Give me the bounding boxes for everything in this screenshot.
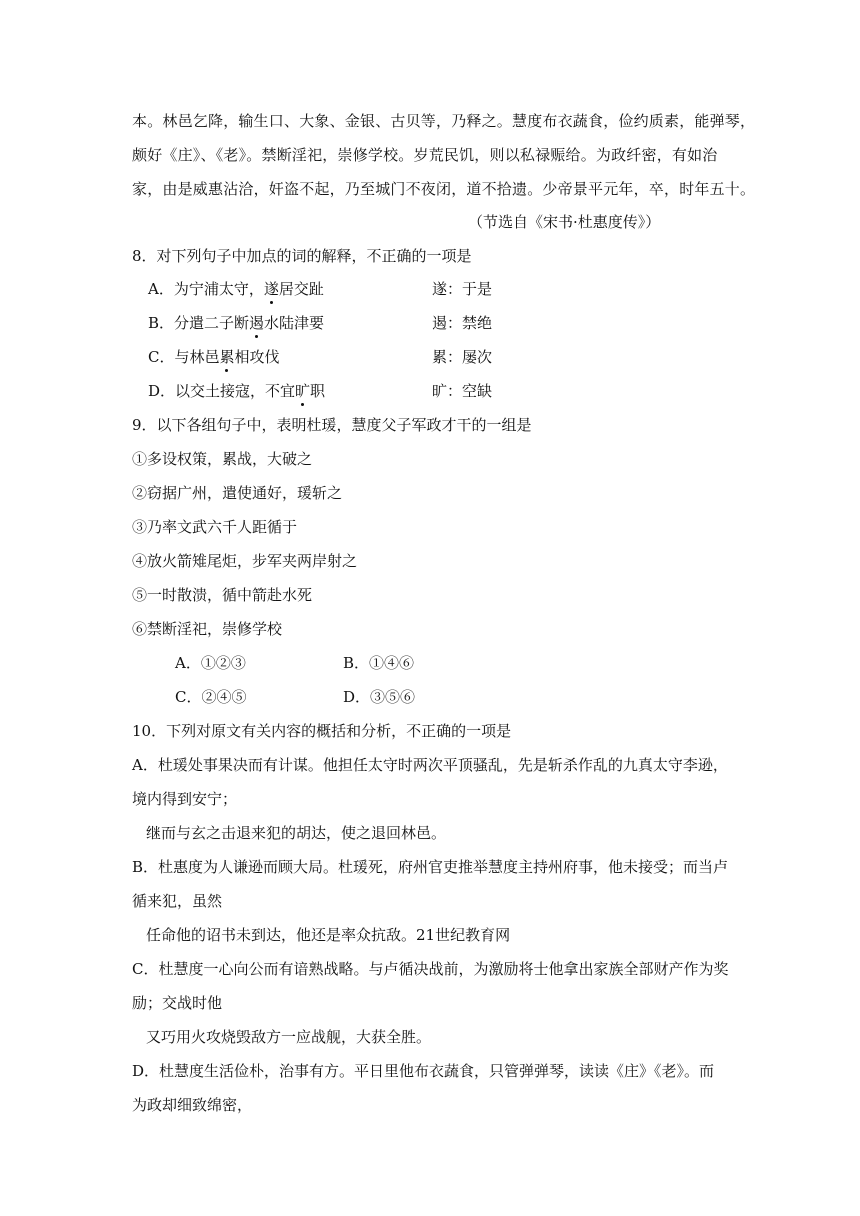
passage-source: （节选自《宋书·杜惠度传》） bbox=[468, 213, 661, 231]
option-text: 居交趾 bbox=[278, 280, 324, 298]
question-8-option-c-explanation: 累：屡次 bbox=[432, 348, 493, 366]
question-8-option-c bbox=[148, 347, 280, 367]
question-9-item: ①多设权策，累战，大破之 bbox=[132, 450, 313, 468]
question-9-item: ②窃据广州，遣使通好，瑗斩之 bbox=[132, 484, 343, 502]
question-9-item: ⑥禁断淫祀，崇修学校 bbox=[132, 620, 283, 638]
question-10-line: 循来犯，虽然 bbox=[132, 892, 223, 910]
question-10-line: 任命他的诏书未到达，他还是率众抗敌。21世纪教育网 bbox=[146, 926, 511, 944]
passage-line: 本。林邑乞降，输生口、大象、金银、古贝等，乃释之。慧度布衣蔬食，俭约质素，能弹琴， bbox=[132, 112, 756, 130]
option-text: 职 bbox=[310, 382, 326, 400]
question-10-line: 继而与玄之击退来犯的胡达，使之退回林邑。 bbox=[146, 824, 447, 842]
passage-line: 家，由是威惠沾洽，奸盗不起，乃至城门不夜闭，道不拾遗。少帝景平元年，卒，时年五十。 bbox=[132, 180, 756, 198]
question-8-option-b bbox=[148, 313, 324, 333]
question-8-option-d-explanation: 旷：空缺 bbox=[432, 382, 493, 400]
question-9-item: ④放火箭雉尾炬，步军夹两岸射之 bbox=[132, 552, 358, 570]
question-10-line: D．杜慧度生活俭朴，治事有方。平日里他布衣蔬食，只管弹弹琴，读读《庄》《老》。而 bbox=[132, 1062, 715, 1080]
question-9-choice-b: B．①④⑥ bbox=[343, 654, 415, 672]
question-8-option-a bbox=[148, 279, 324, 299]
passage-line: 颇好《庄》、《老》。禁断淫祀，崇修学校。岁荒民饥，则以私禄赈给。为政纤密，有如治 bbox=[132, 146, 718, 164]
question-10-line: 为政却细致绵密， bbox=[132, 1096, 253, 1114]
dotted-word: 累 bbox=[219, 348, 235, 366]
question-9-item: ⑤一时散溃，循中箭赴水死 bbox=[132, 586, 313, 604]
question-10-line: 励；交战时他 bbox=[132, 994, 223, 1012]
option-text: C．与林邑 bbox=[148, 348, 220, 366]
question-10-line: 境内得到安宁； bbox=[132, 790, 238, 808]
question-9-stem: 9．以下各组句子中，表明杜瑗，慧度父子军政才干的一组是 bbox=[132, 416, 532, 434]
question-8-stem: 8．对下列句子中加点的词的解释，不正确的一项是 bbox=[132, 247, 472, 265]
question-10-line: B．杜惠度为人谦逊而顾大局。杜瑗死，府州官吏推举慧度主持州府事，他未接受；而当卢 bbox=[132, 858, 729, 876]
option-text: B．分遣二子断 bbox=[148, 314, 250, 332]
option-text: D．以交土接寇，不宜 bbox=[148, 382, 296, 400]
dotted-word: 遂 bbox=[263, 280, 279, 298]
question-10-line: A．杜瑗处事果决而有计谋。他担任太守时两次平顶骚乱，先是斩杀作乱的九真太守李逊， bbox=[132, 756, 728, 774]
question-10-line: 又巧用火攻烧毁敌方一应战舰，大获全胜。 bbox=[146, 1028, 432, 1046]
question-8-option-d bbox=[148, 381, 325, 401]
question-9-item: ③乃率文武六千人距循于 bbox=[132, 518, 298, 536]
question-9-choice-c: C．②④⑤ bbox=[175, 688, 247, 706]
dotted-word: 遏 bbox=[249, 314, 265, 332]
option-text: A．为宁浦太守， bbox=[148, 280, 264, 298]
option-text: 水陆津要 bbox=[264, 314, 325, 332]
question-8-option-b-explanation: 遏：禁绝 bbox=[432, 314, 493, 332]
question-10-stem: 10．下列对原文有关内容的概括和分析，不正确的一项是 bbox=[132, 722, 512, 740]
dotted-word: 旷 bbox=[295, 382, 311, 400]
question-9-choice-a: A．①②③ bbox=[175, 654, 246, 672]
question-10-line: C．杜慧度一心向公而有谙熟战略。与卢循决战前，为激励将士他拿出家族全部财产作为奖 bbox=[132, 960, 729, 978]
question-9-choice-d: D．③⑤⑥ bbox=[343, 688, 416, 706]
question-8-option-a-explanation: 遂：于是 bbox=[432, 280, 493, 298]
option-text: 相攻伐 bbox=[234, 348, 280, 366]
